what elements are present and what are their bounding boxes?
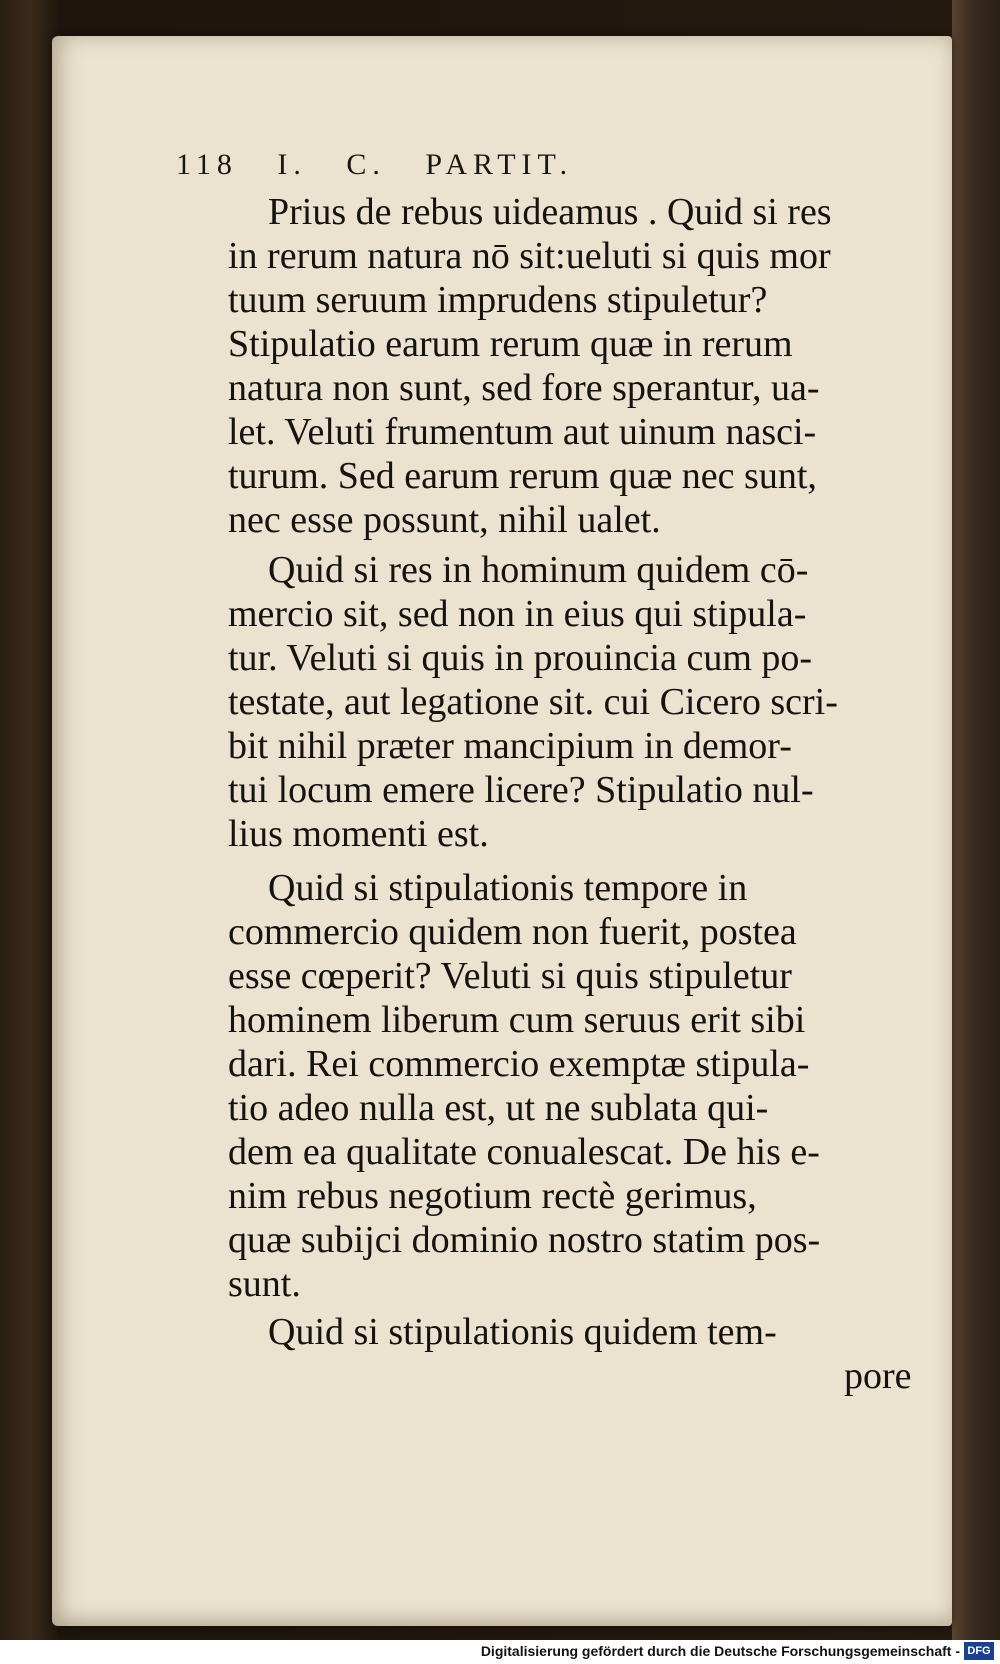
text-line: natura non sunt, sed fore sperantur, ua- (228, 367, 820, 409)
text-line: Prius de rebus uideamus . Quid si res (268, 191, 832, 233)
text-line: quæ subijci dominio nostro statim pos- (228, 1219, 821, 1261)
page-number: 118 (176, 148, 238, 181)
running-title-part-1: I. (277, 148, 307, 181)
text-line: sunt. (228, 1263, 301, 1305)
text-line: esse cœperit? Veluti si quis stipuletur (228, 955, 792, 997)
text-line: Quid si stipulationis tempore in (268, 867, 748, 909)
text-line: Stipulatio earum rerum quæ in rerum (228, 323, 793, 365)
dfg-logo-icon: DFG (964, 1642, 994, 1660)
text-line: dem ea qualitate conualescat. De his e- (228, 1131, 820, 1173)
text-line: tuum seruum imprudens stipuletur? (228, 279, 768, 321)
text-line: Quid si stipulationis quidem tem- (268, 1311, 777, 1353)
text-line: Quid si res in hominum quidem cō- (268, 549, 809, 591)
text-line: tio adeo nulla est, ut ne sublata qui- (228, 1087, 769, 1129)
text-line: tur. Veluti si quis in prouincia cum po- (228, 637, 813, 679)
footer-credit: Digitalisierung gefördert durch die Deutsche Forschungsgemeinschaft - (480, 1643, 960, 1659)
text-line: in rerum natura nō sit:ueluti si quis mor (228, 235, 831, 277)
text-line: tui locum emere licere? Stipulatio nul- (228, 769, 814, 811)
digitization-footer (0, 1640, 1000, 1664)
text-line: let. Veluti frumentum aut uinum nasci- (228, 411, 817, 453)
text-line: turum. Sed earum rerum quæ nec sunt, (228, 455, 817, 497)
text-line: mercio sit, sed non in eius qui stipula- (228, 593, 807, 635)
text-line: hominem liberum cum seruus erit sibi (228, 999, 806, 1041)
text-line: nim rebus negotium rectè gerimus, (228, 1175, 757, 1217)
running-title-part-3: PARTIT. (425, 148, 574, 181)
catchword: pore (844, 1355, 912, 1397)
running-header (176, 148, 776, 182)
text-line: nec esse possunt, nihil ualet. (228, 499, 661, 541)
text-line: dari. Rei commercio exemptæ stipula- (228, 1043, 810, 1085)
book-spine (952, 0, 1000, 1664)
running-title-part-2: C. (346, 148, 386, 181)
text-line: bit nihil præter mancipium in demor- (228, 725, 792, 767)
text-line: lius momenti est. (228, 813, 489, 855)
text-line: commercio quidem non fuerit, postea (228, 911, 797, 953)
text-line: testate, aut legatione sit. cui Cicero scri- (228, 681, 838, 723)
